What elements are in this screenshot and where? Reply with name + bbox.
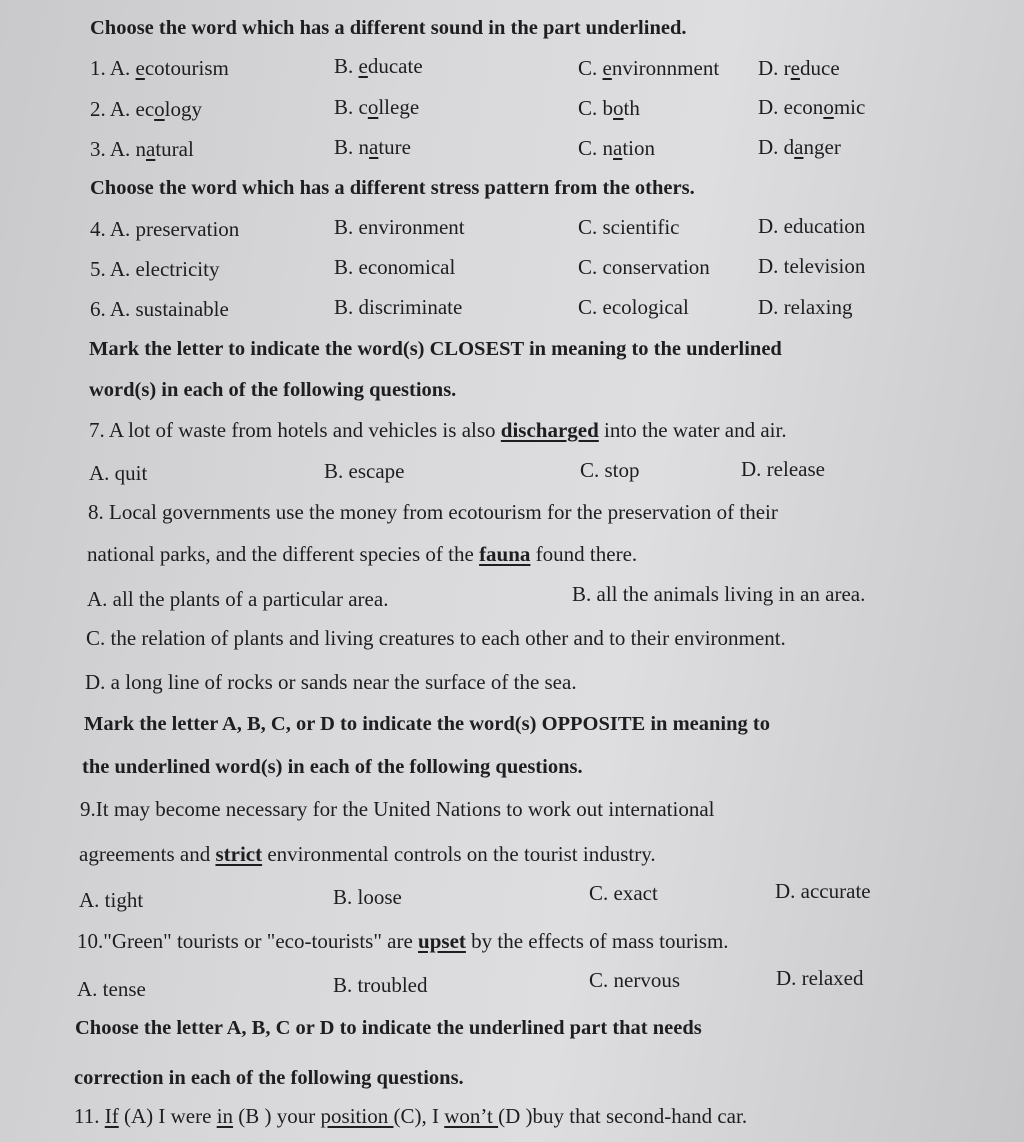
q10-option-d: D. relaxed (776, 966, 864, 990)
q11-stem (74, 1104, 747, 1128)
q1-num: 1. A. (90, 56, 136, 80)
q7-text: 7. A lot of waste from hotels and vehicles is also (89, 418, 501, 442)
q1-option-a (90, 56, 229, 80)
q9-option-d: D. accurate (775, 879, 871, 903)
q3-c-label: C. n (578, 136, 614, 160)
q3-option-d (758, 135, 841, 159)
heading-stress: Choose the word which has a different stress pattern from the others. (90, 177, 695, 199)
heading-correction-1: Choose the letter A, B, C or D to indicate the underlined part that needs (75, 1017, 702, 1039)
q10-stem (77, 929, 729, 953)
q6-option-b: B. discriminate (334, 295, 463, 319)
q3-d-underlined: a (794, 135, 804, 159)
q11-part-b: in (216, 1104, 234, 1128)
q9-underlined: strict (215, 842, 263, 866)
heading-closest-1: Mark the letter to indicate the word(s) CLOSEST in meaning to the underlined (89, 338, 782, 360)
q1-c-label: C. (578, 56, 603, 80)
q7-underlined: discharged (500, 418, 599, 442)
q6-option-c: C. ecological (578, 295, 689, 319)
q9-option-a: A. tight (79, 888, 144, 912)
q8-option-a: A. all the plants of a particular area. (87, 587, 389, 611)
q10-option-a: A. tense (77, 977, 146, 1001)
heading-sound: Choose the word which has a different sound in the part underlined. (90, 17, 687, 39)
q4-option-b: B. environment (334, 215, 465, 239)
heading-correction-2: correction in each of the following questions. (74, 1067, 464, 1089)
q2-b-label: B. c (334, 95, 368, 119)
q11-text-3: (C), I (393, 1104, 445, 1128)
q9-text: agreements and (79, 842, 216, 866)
q11-part-a: If (104, 1104, 119, 1128)
q1-b-rest: ducate (367, 54, 423, 78)
q1-b-underlined: e (358, 54, 368, 78)
q9-option-b: B. loose (333, 885, 402, 909)
heading-opposite-2: the underlined word(s) in each of the following questions. (82, 756, 583, 778)
q2-c-label: C. b (578, 96, 614, 120)
q3-a-underlined: a (146, 137, 156, 161)
q2-option-d (758, 95, 865, 119)
q8-stem-line2 (87, 542, 637, 566)
q2-option-b (334, 95, 419, 119)
q2-option-a (90, 97, 202, 121)
q2-c-rest: th (623, 96, 640, 120)
q3-option-a (90, 137, 194, 161)
q1-d-underlined: e (790, 56, 800, 80)
q8-underlined: fauna (479, 542, 531, 566)
q10-underlined: upset (418, 929, 466, 953)
q10-text-end: by the effects of mass tourism. (465, 929, 729, 953)
q3-b-underlined: a (369, 135, 379, 159)
q3-a-rest: tural (155, 137, 194, 161)
q5-option-a: 5. A. electricity (90, 257, 220, 281)
q2-d-rest: mic (833, 95, 866, 119)
q4-option-a: 4. A. preservation (90, 217, 240, 241)
q5-option-b: B. economical (334, 255, 456, 279)
q9-text-end: environmental controls on the tourist industry. (262, 842, 656, 866)
q1-d-rest: duce (800, 56, 840, 80)
q2-c-underlined: o (613, 96, 624, 120)
q11-text-1: (A) I were (118, 1104, 217, 1128)
q1-c-underlined: e (602, 56, 612, 80)
heading-closest-2: word(s) in each of the following questions. (89, 379, 457, 401)
q2-d-label: D. econ (758, 95, 824, 119)
q6-option-d: D. relaxing (758, 295, 853, 319)
q3-num: 3. A. n (90, 137, 147, 161)
q3-c-underlined: a (613, 136, 623, 160)
q1-option-c (578, 56, 719, 80)
q7-option-a: A. quit (89, 461, 148, 485)
q8-option-c: C. the relation of plants and living creatures to each other and to their environment. (86, 626, 786, 650)
q11-num: 11. (74, 1104, 105, 1128)
q2-a-rest: logy (164, 97, 202, 121)
q8-text-end: found there. (530, 542, 638, 566)
q2-option-c (578, 96, 640, 120)
q8-text: national parks, and the different species of the (87, 542, 480, 566)
q6-option-a: 6. A. sustainable (90, 297, 229, 321)
q2-num: 2. A. ec (90, 97, 155, 121)
q5-option-c: C. conservation (578, 255, 710, 279)
heading-opposite-1: Mark the letter A, B, C, or D to indicate the word(s) OPPOSITE in meaning to (84, 713, 770, 735)
q1-c-rest: nvironnment (611, 56, 720, 80)
q7-option-c: C. stop (580, 458, 640, 482)
q7-option-d: D. release (741, 457, 825, 481)
q3-option-c (578, 136, 655, 160)
q10-option-c: C. nervous (589, 968, 680, 992)
q1-b-label: B. (334, 54, 359, 78)
q1-d-label: D. r (758, 56, 791, 80)
q1-option-d (758, 56, 840, 80)
q9-stem-line1: 9.It may become necessary for the United Nations to work out international (80, 797, 715, 821)
q8-option-d: D. a long line of rocks or sands near the surface of the sea. (85, 670, 577, 694)
q1-a-rest: cotourism (144, 56, 229, 80)
q9-stem-line2 (79, 842, 656, 866)
q11-text-2: (B ) your (233, 1104, 321, 1128)
q8-option-b: B. all the animals living in an area. (572, 582, 866, 606)
q1-a-underlined: e (135, 56, 145, 80)
q2-a-underlined: o (154, 97, 165, 121)
q11-part-d: won’t (444, 1104, 499, 1128)
q4-option-c: C. scientific (578, 215, 680, 239)
q3-option-b (334, 135, 411, 159)
q10-text: 10."Green" tourists or "eco-tourists" are (77, 929, 419, 953)
q10-option-b: B. troubled (333, 973, 428, 997)
q7-text-end: into the water and air. (598, 418, 787, 442)
q3-b-label: B. n (334, 135, 370, 159)
q11-text-4: (D )buy that second-hand car. (498, 1104, 748, 1128)
q2-b-rest: llege (378, 95, 420, 119)
q2-d-underlined: o (823, 95, 834, 119)
q7-option-b: B. escape (324, 459, 405, 483)
q8-stem-line1: 8. Local governments use the money from ecotourism for the preservation of their (88, 500, 778, 524)
q11-part-c: position (320, 1104, 394, 1128)
q3-d-label: D. d (758, 135, 795, 159)
q3-d-rest: nger (803, 135, 841, 159)
q7-stem (89, 418, 787, 442)
q1-option-b (334, 54, 423, 78)
q3-c-rest: tion (622, 136, 656, 160)
q3-b-rest: ture (378, 135, 411, 159)
q2-b-underlined: o (367, 95, 379, 119)
q4-option-d: D. education (758, 214, 866, 238)
q9-option-c: C. exact (589, 881, 658, 905)
q5-option-d: D. television (758, 254, 866, 278)
